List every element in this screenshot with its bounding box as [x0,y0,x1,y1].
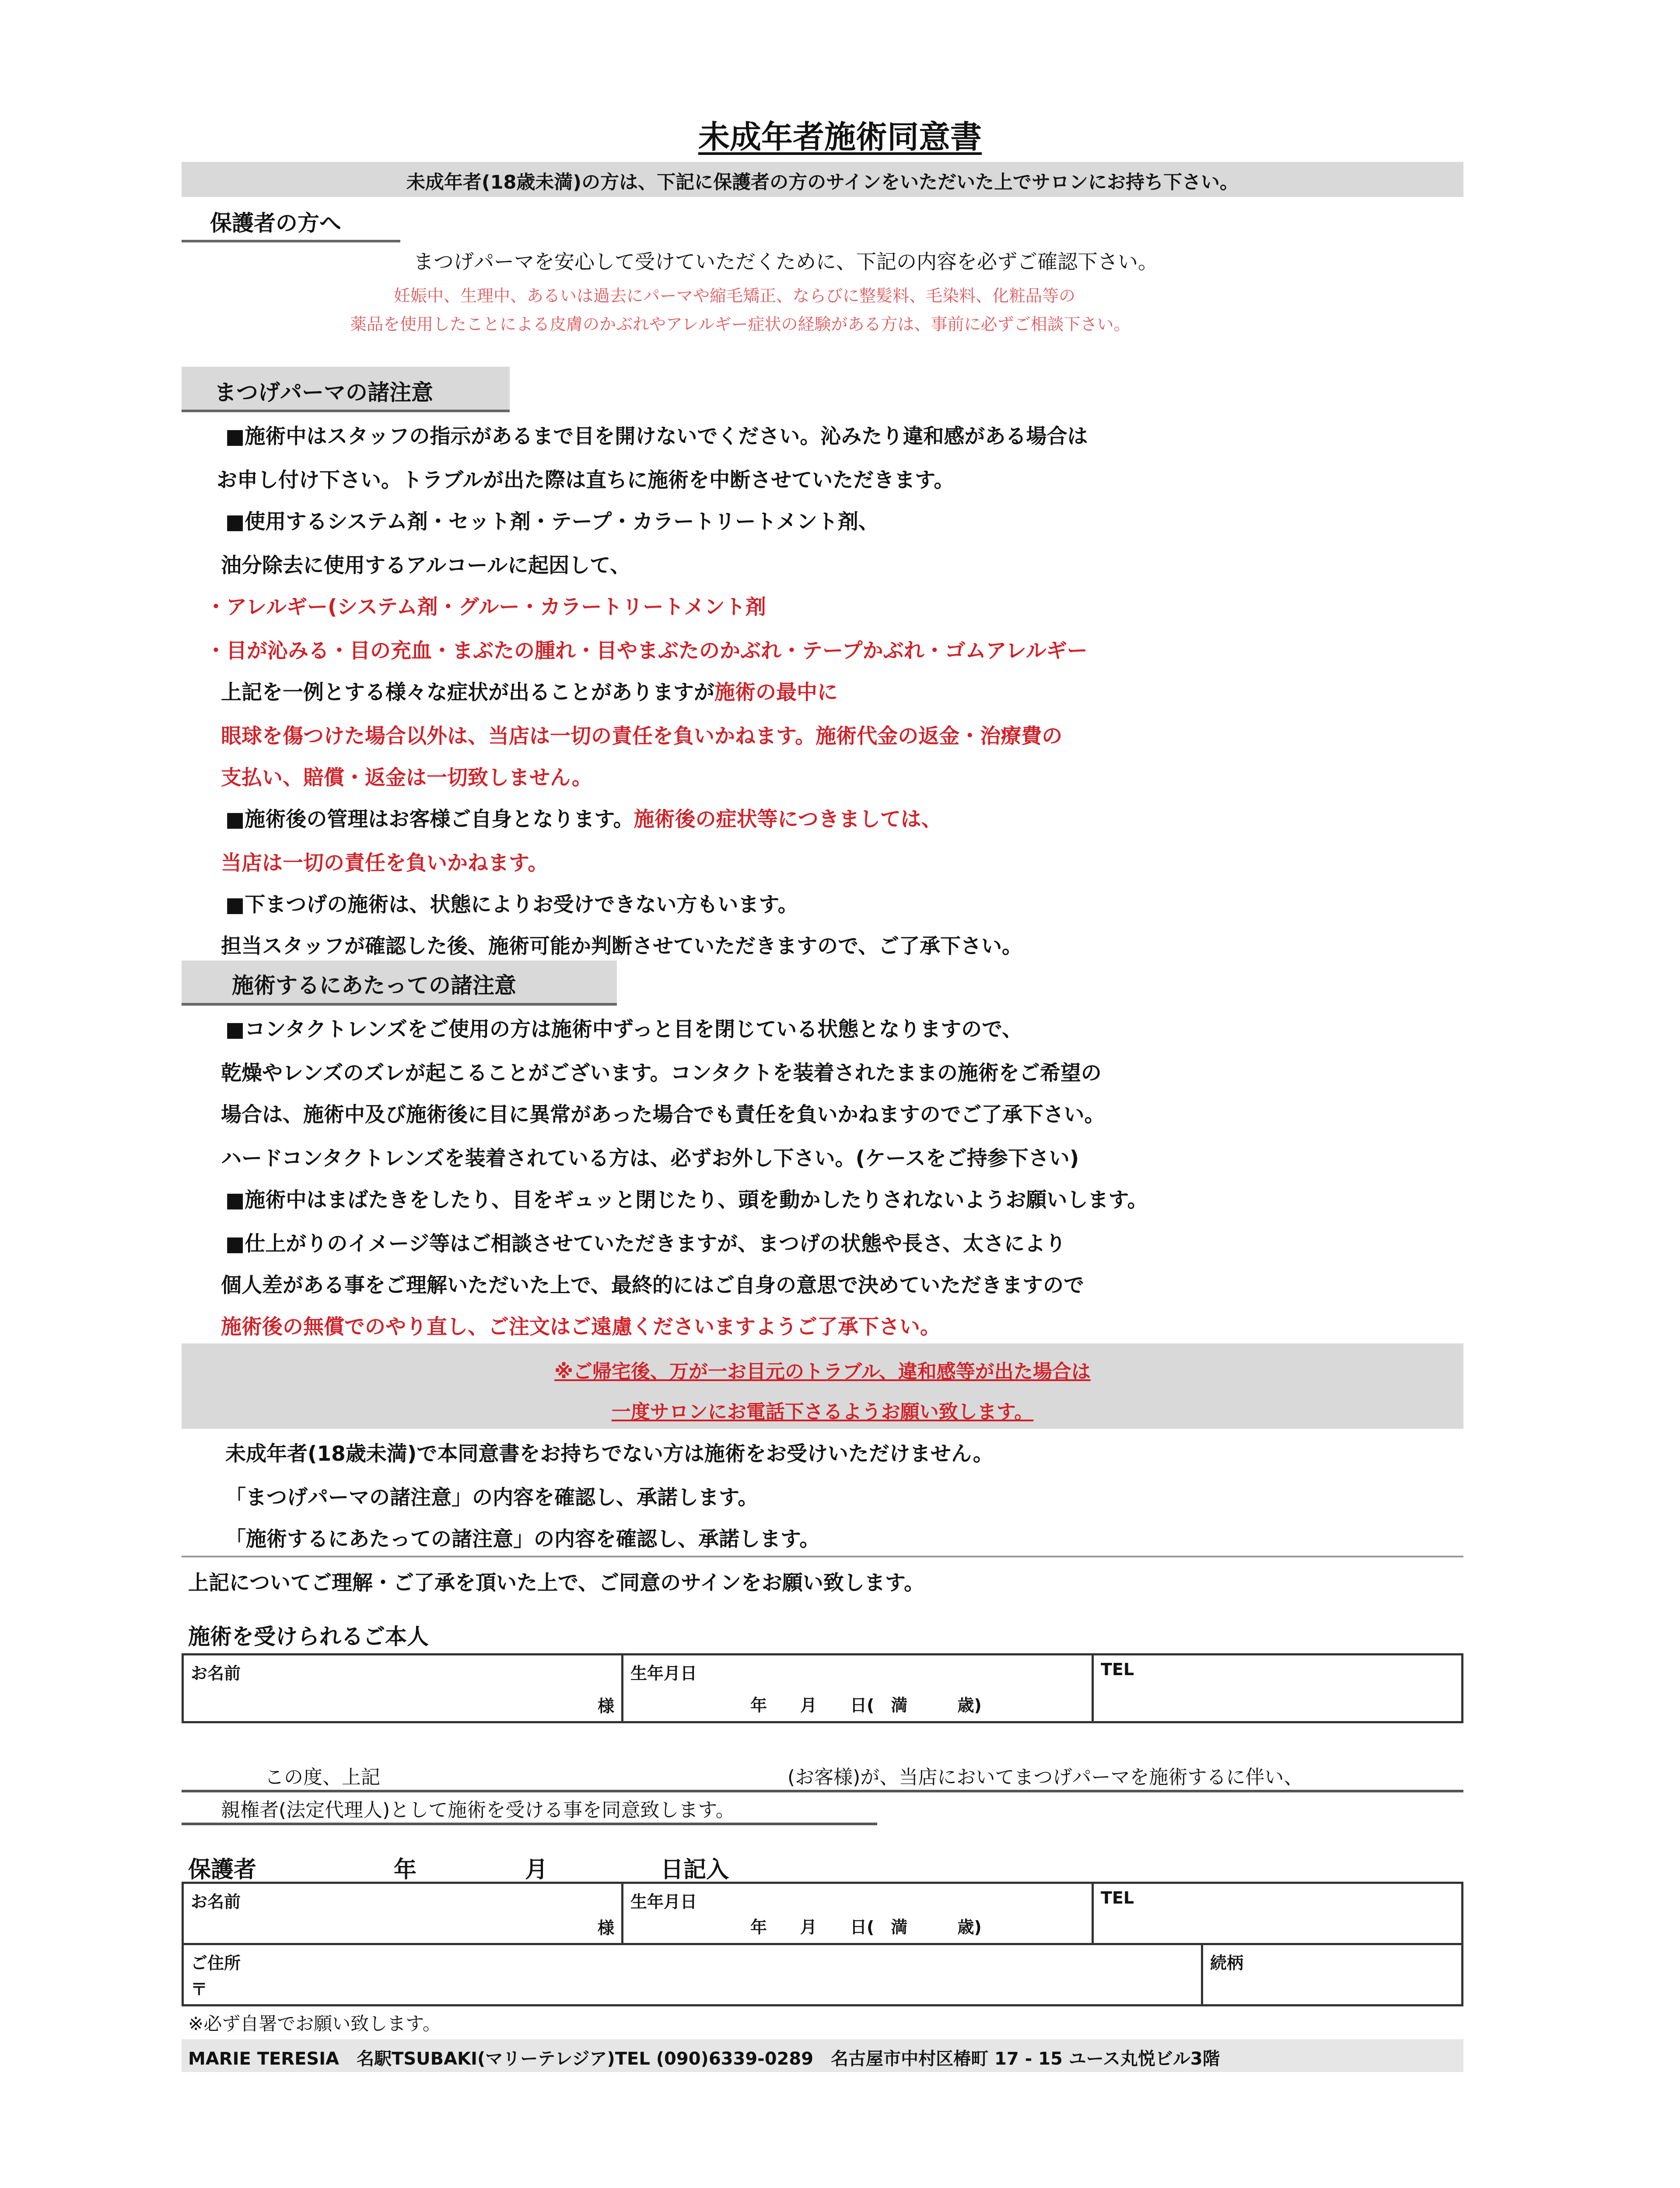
guardian-intro: まつげパーマを安心して受けていただくために、下記の内容を必ずご確認下さい。 [413,250,1158,274]
perm-line-10: ■施術後の管理はお客様ご自身となります。施術後の症状等につきましては、 [225,807,942,831]
client-form-label: 施術を受けられるご本人 [188,1624,429,1649]
guardian-red-line1: 妊娠中、生理中、あるいは過去にパーマや縮毛矯正、ならびに整髪料、毛染料、化粧品等の [394,286,1076,305]
perm-heading: まつげパーマの諸注意 [214,380,433,405]
treatment-line-3: 場合は、施術中及び施術後に目に異常があった場合でも責任を負いかねますのでご了承下さい。 [221,1103,1105,1127]
perm-line-7: 上記を一例とする様々な症状が出ることがありますが施術の最中に [221,680,838,705]
perm-line-4: 油分除去に使用するアルコールに起因して、 [221,554,631,578]
confirm-line-3: 「施術するにあたっての諸注意」の内容を確認し、承諾します。 [225,1527,820,1551]
perm-line-6: ・目が沁みる・目の充血・まぶたの腫れ・目やまぶたのかぶれ・テープかぶれ・ゴムアレルギー [206,639,1088,663]
perm-line-13: 担当スタッフが確認した後、施術可能か判断させていただきますので、ご了承下さい。 [221,934,1023,958]
guardian-tel-field[interactable] [1093,1883,1463,1944]
document-title: 未成年者施術同意書 [698,119,982,155]
guardian-address-label: ご住所 [191,1953,241,1973]
perm-line-3: ■使用するシステム剤・セット剤・テープ・カラートリートメント剤、 [225,510,879,534]
postal-mark: 〒 [191,1980,208,1999]
guardian-relation-field[interactable] [1202,1944,1463,2006]
guardian-name-label: お名前 [191,1892,241,1911]
client-dob-label: 生年月日 [630,1664,697,1683]
consent-underline-1 [182,1790,1463,1792]
client-tel-label: TEL [1101,1660,1134,1679]
treatment-heading: 施術するにあたっての諸注意 [232,973,516,998]
client-dob-suffix: 年 月 日( 満 歳) [750,1696,982,1715]
perm-line-12: ■下まつげの施術は、状態によりお受けできない方もいます。 [225,893,798,917]
guardian-form-table [182,1882,1463,2006]
guardian-dob-label: 生年月日 [630,1892,697,1911]
perm-heading-underline [182,410,510,412]
agree-text: 上記についてご理解・ご了承を頂いた上で、ご同意のサインをお願い致します。 [188,1571,925,1595]
client-form-table [182,1653,1463,1723]
guardian-day-entry: 日記入 [661,1857,729,1883]
treatment-heading-underline [182,1003,617,1006]
client-tel-field[interactable] [1093,1655,1463,1722]
client-dob-field[interactable] [623,1655,1093,1722]
subtitle-text: 未成年者(18歳未満)の方は、下記に保護者の方のサインをいただいた上でサロンにお持ち下さい。 [406,172,1239,193]
perm-line-5: ・アレルギー(システム剤・グルー・カラートリートメント剤 [206,595,766,619]
guardian-heading-underline [182,240,400,242]
guardian-tel-label: TEL [1101,1888,1134,1907]
notice-line-2: 一度サロンにお電話下さるようお願い致します。 [611,1401,1034,1423]
guardian-year: 年 [394,1857,417,1883]
perm-line-11: 当店は一切の責任を負いかねます。 [221,851,549,875]
treatment-line-5: ■施術中はまばたきをしたり、目をギュッと閉じたり、頭を動かしたりされないようお願いします。 [225,1188,1148,1212]
divider [182,1556,1463,1557]
treatment-line-7: 個人差がある事をご理解いただいた上で、最終的にはご自身の意思で決めていただきますので [221,1273,1085,1297]
client-name-field[interactable] [183,1655,623,1722]
confirm-line-1: 未成年者(18歳未満)で本同意書をお持ちでない方は施術をお受けいただけません。 [225,1442,994,1466]
guardian-address-field[interactable] [183,1944,1202,2006]
guardian-dob-field[interactable] [623,1883,1093,1944]
consent-part3: 親権者(法定代理人)として施術を受ける事を同意致します。 [221,1799,735,1821]
notice-line-1: ※ご帰宅後、万が一お目元のトラブル、違和感等が出た場合は [554,1360,1091,1383]
guardian-relation-label: 続柄 [1210,1953,1244,1973]
treatment-line-1: ■コンタクトレンズをご使用の方は施術中ずっと目を閉じている状態となりますので、 [225,1017,1023,1041]
client-sama: 様 [597,1697,614,1716]
treatment-line-6: ■仕上がりのイメージ等はご相談させていただきますが、まつげの状態や長さ、太さにより [225,1232,1066,1256]
consent-underline-2 [182,1823,877,1825]
guardian-dob-suffix: 年 月 日( 満 歳) [750,1918,982,1937]
treatment-line-2: 乾燥やレンズのズレが起こることがございます。コンタクトを装着されたままの施術をご希望の [221,1061,1102,1085]
perm-line-9: 支払い、賠償・返金は一切致しません。 [221,766,592,790]
guardian-heading: 保護者の方へ [210,210,341,236]
consent-part2: (お客様)が、当店においてまつげパーマを施術するに伴い、 [788,1766,1303,1788]
perm-line-2: お申し付け下さい。トラブルが出た際は直ちに施術を中断させていただきます。 [217,468,955,492]
footer-text: MARIE TERESIA 名駅TSUBAKI(マリーテレジア)TEL (090)6339-0289 名古屋市中村区椿町 17 - 15 ユース丸悦ビル3階 [188,2049,1220,2069]
guardian-form-label: 保護者 [188,1857,257,1883]
perm-line-1: ■施術中はスタッフの指示があるまで目を開けないでください。沁みたり違和感がある場合は [225,424,1088,449]
guardian-sama: 様 [597,1918,614,1938]
perm-line-8: 眼球を傷つけた場合以外は、当店は一切の責任を負いかねます。施術代金の返金・治療費の [221,724,1063,748]
consent-part1: この度、上記 [265,1766,380,1788]
guardian-red-line2: 薬品を使用したことによる皮膚のかぶれやアレルギー症状の経験がある方は、事前に必ずご相談下さい。 [350,315,1130,334]
signature-note: ※必ず自署でお願い致します。 [188,2013,441,2034]
guardian-name-field[interactable] [183,1883,623,1944]
confirm-line-2: 「まつげパーマの諸注意」の内容を確認し、承諾します。 [225,1486,759,1510]
client-name-label: お名前 [191,1664,241,1683]
treatment-line-4: ハードコンタクトレンズを装着されている方は、必ずお外し下さい。(ケースをご持参下さい) [221,1147,1079,1171]
guardian-month: 月 [525,1857,548,1883]
treatment-line-8: 施術後の無償でのやり直し、ご注文はご遠慮くださいますようご了承下さい。 [221,1315,941,1339]
